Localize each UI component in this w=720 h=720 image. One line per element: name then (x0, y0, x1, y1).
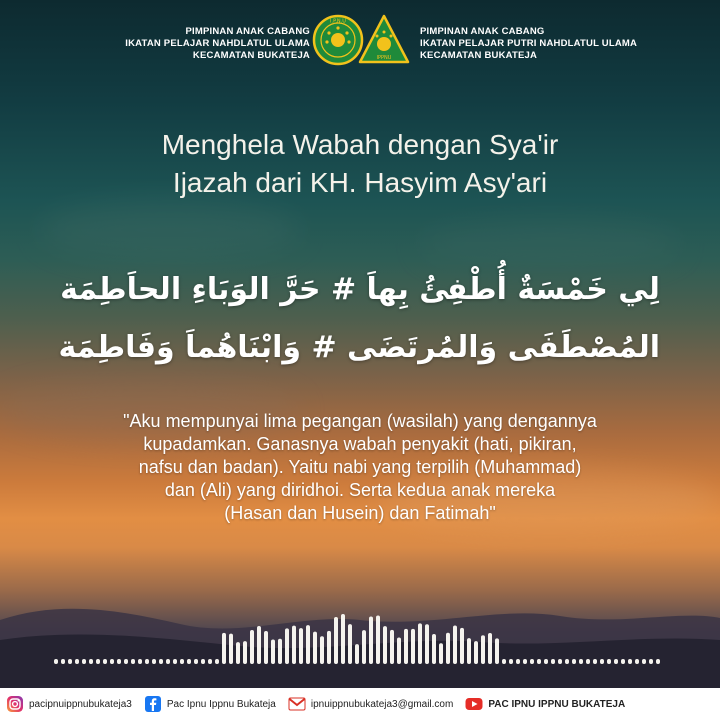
waveform-bar (159, 659, 163, 664)
translation-line: dan (Ali) yang diridhoi. Serta kedua anak mereka (164, 480, 556, 500)
youtube-link[interactable] (465, 695, 625, 713)
facebook-page: Pac Ipnu Ippnu Bukateja (166, 698, 276, 710)
waveform-bar (481, 635, 485, 664)
instagram-link[interactable] (6, 695, 132, 713)
ipnu-logo (312, 14, 364, 66)
waveform-bar (355, 644, 359, 664)
instagram-handle: pacipnuippnubukateja3 (29, 698, 132, 710)
waveform-bar (215, 659, 219, 664)
waveform-bar (194, 659, 198, 664)
cloud-decoration (420, 220, 680, 270)
waveform-bar (544, 659, 548, 664)
waveform-bar (131, 659, 135, 664)
waveform-bar (278, 639, 282, 664)
waveform-bar (523, 659, 527, 664)
waveform-bar (54, 659, 58, 664)
waveform-bar (145, 659, 149, 664)
arabic-verse-line: المُصْطَفَى وَالمُرتَضَى # وَابْنَاهُماَ وَفَاطِمَة (58, 330, 660, 365)
cloud-decoration (40, 200, 300, 260)
translation-line: (Hasan dan Husein) dan Fatimah" (224, 503, 496, 523)
translation-line: "Aku mempunyai lima pegangan (wasilah) yang dengannya (123, 411, 597, 431)
waveform-bar (621, 659, 625, 664)
waveform-bar (453, 626, 457, 664)
title-line: Ijazah dari KH. Hasyim Asy'ari (172, 167, 548, 198)
waveform-bar (334, 617, 338, 664)
translation-line: nafsu dan badan). Yaitu nabi yang terpilih (Muhammad) (138, 457, 582, 477)
waveform-bar (586, 659, 590, 664)
waveform-bar (460, 628, 464, 664)
social-footer (0, 688, 720, 720)
waveform-bar (313, 632, 317, 664)
waveform-bar (390, 630, 394, 664)
waveform-bar (537, 659, 541, 664)
waveform-bar (299, 628, 303, 664)
org-line: PIMPINAN ANAK CABANG (420, 26, 545, 37)
org-line: PIMPINAN ANAK CABANG (185, 26, 310, 37)
waveform-bar (138, 659, 142, 664)
waveform-bar (600, 659, 604, 664)
youtube-channel: PAC IPNU IPPNU BUKATEJA (488, 698, 626, 710)
waveform-bar (446, 633, 450, 664)
waveform-bar (187, 659, 191, 664)
waveform-bar (369, 616, 373, 664)
waveform-bar (306, 625, 310, 664)
waveform-bar (383, 626, 387, 664)
logo-text: IPPNU (376, 55, 392, 61)
waveform-bar (271, 639, 275, 664)
logo-text: I.P.N.U (330, 18, 346, 25)
waveform-bar (509, 659, 513, 664)
waveform-bar (222, 633, 226, 664)
waveform-bar (292, 626, 296, 664)
waveform-bar (565, 659, 569, 664)
waveform-bar (593, 659, 597, 664)
ipnu-org-name (125, 26, 310, 62)
waveform-bar (397, 637, 401, 664)
gmail-icon (288, 695, 306, 713)
waveform-bar (614, 659, 618, 664)
email-address: ipnuippnubukateja3@gmail.com (310, 698, 454, 710)
verse-translation (70, 410, 650, 525)
facebook-link[interactable] (144, 695, 276, 713)
waveform-bar (558, 659, 562, 664)
waveform-bar (348, 624, 352, 664)
waveform-bar (208, 659, 212, 664)
waveform-bar (411, 629, 415, 664)
waveform-bar (82, 659, 86, 664)
waveform-bar (124, 659, 128, 664)
waveform-bar (579, 659, 583, 664)
waveform-bar (110, 659, 114, 664)
waveform-bar (201, 659, 205, 664)
waveform-bar (236, 642, 240, 664)
instagram-icon (6, 695, 24, 713)
waveform-bar (530, 659, 534, 664)
waveform-bar (68, 659, 72, 664)
waveform-bar (166, 659, 170, 664)
waveform-bar (229, 634, 233, 664)
org-line: IKATAN PELAJAR PUTRI NAHDLATUL ULAMA (420, 38, 638, 49)
waveform-bar (502, 659, 506, 664)
waveform-bar (439, 643, 443, 664)
waveform-bar (467, 638, 471, 664)
waveform-bar (264, 631, 268, 664)
title-line: Menghela Wabah dengan Sya'ir (161, 129, 559, 160)
waveform-bar (327, 631, 331, 664)
waveform-bar (341, 614, 345, 664)
waveform-bar (635, 659, 639, 664)
waveform-bar (474, 641, 478, 664)
waveform-bar (285, 628, 289, 664)
org-line: KECAMATAN BUKATEJA (420, 50, 538, 61)
waveform-bar (572, 659, 576, 664)
org-line: KECAMATAN BUKATEJA (192, 50, 310, 61)
waveform-bar (628, 659, 632, 664)
waveform-bar (243, 641, 247, 664)
waveform-bar (516, 659, 520, 664)
header (0, 14, 720, 70)
waveform-bar (180, 659, 184, 664)
waveform-bar (551, 659, 555, 664)
waveform-bar (152, 659, 156, 664)
waveform-bar (495, 638, 499, 664)
waveform-bar (404, 629, 408, 664)
waveform-bar (488, 633, 492, 664)
audio-waveform (0, 600, 720, 680)
waveform-bar (250, 630, 254, 664)
youtube-icon (465, 695, 483, 713)
waveform-bar (607, 659, 611, 664)
translation-line: kupadamkan. Ganasnya wabah penyakit (hati, pikiran, (143, 434, 577, 454)
waveform-bar (656, 659, 660, 664)
waveform-bar (117, 659, 121, 664)
waveform-bar (376, 615, 380, 664)
arabic-verse-line: لِي خَمْسَةٌ أُطْفِئُ بِهاَ # حَرَّ الوَبَاءِ الحاَطِمَة (60, 272, 660, 307)
page-title (0, 126, 720, 202)
email-link[interactable] (288, 695, 453, 713)
org-line: IKATAN PELAJAR NAHDLATUL ULAMA (125, 38, 310, 49)
waveform-bar (96, 659, 100, 664)
ippnu-logo (358, 14, 410, 66)
facebook-icon (144, 695, 162, 713)
waveform-bar (103, 659, 107, 664)
waveform-bar (418, 623, 422, 664)
waveform-bar (432, 634, 436, 664)
waveform-bar (173, 659, 177, 664)
waveform-bar (75, 659, 79, 664)
ippnu-org-name (420, 26, 637, 62)
waveform-bar (362, 630, 366, 664)
waveform-bar (61, 659, 65, 664)
waveform-bar (649, 659, 653, 664)
waveform-bar (89, 659, 93, 664)
waveform-bar (320, 636, 324, 664)
waveform-bar (642, 659, 646, 664)
waveform-bar (257, 626, 261, 664)
waveform-bar (425, 624, 429, 664)
